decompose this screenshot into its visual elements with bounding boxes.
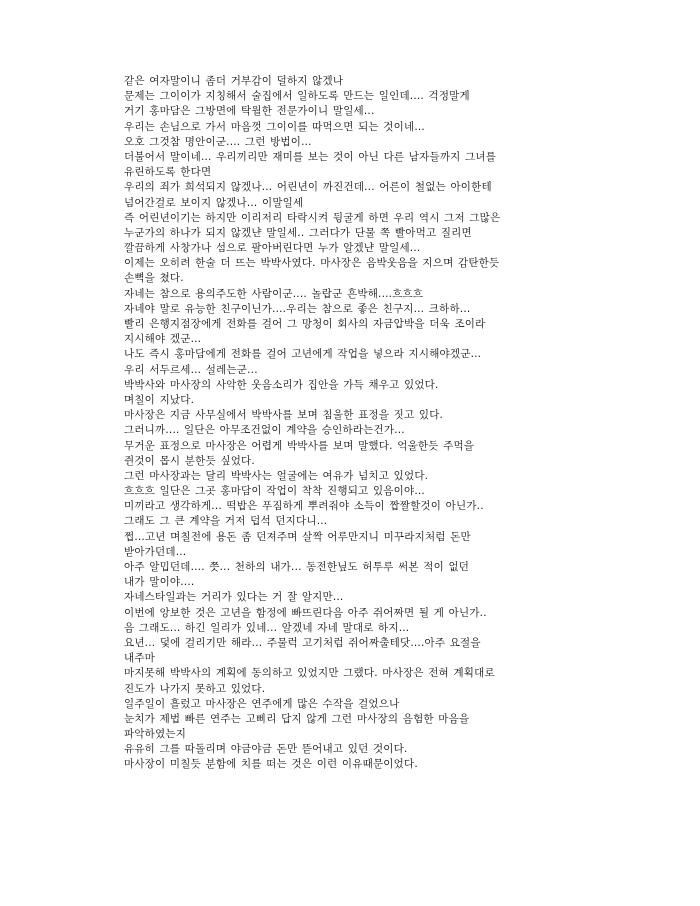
text-line: 자네야 말로 유능한 친구이닌가....우리는 참으로 좋은 친구지... 크하하... (124, 302, 471, 315)
body-text (124, 74, 576, 773)
text-line: 자네스타일과는 거리가 있다는 거 잘 알지만... (124, 591, 344, 604)
text-line: 이번에 앙보한 것은 고년을 함정에 빠뜨린다음 아주 쥐어짜면 될 게 아닌가.. (124, 606, 487, 619)
text-line: 오호 그것참 명안이군.... 그런 방법이... (124, 135, 312, 148)
text-line: 무거운 표정으로 마사장은 어렵게 박박사를 보며 말했다. 억울한듯 주먹을 (124, 439, 475, 452)
text-line: 나도 즉시 홍마담에게 전화를 걸어 고년에게 작업을 넣으라 지시해야겠군... (124, 348, 482, 361)
text-line: 요년... 덫에 걸리기만 해라... 주물럭 고기처럼 쥐어짜출테닷....아주 요절을 (124, 636, 481, 649)
text-line: 마사장이 미칠듯 분함에 치를 떠는 것은 이런 이유때문이었다. (124, 758, 418, 771)
text-line: 빨리 은행지점장에게 전화를 걸어 그 망청이 회사의 자금압박을 더욱 조이라 (124, 318, 486, 330)
text-line: 거기 홍마담은 그방면에 탁월한 전문가이니 말일세... (124, 105, 375, 118)
text-line: 손뼉을 쳤다. (124, 272, 184, 285)
text-line: 미끼라고 생각하게... 떡밥은 푸짐하게 뿌려줘야 소득이 짭짤할것이 아닌가.. (124, 500, 484, 513)
text-line: 유유히 그를 따돌리며 야금야금 돈만 뜯어내고 있던 것이다. (124, 743, 408, 756)
text-line: 눈치가 제법 빠른 연주는 고삐리 답지 않게 그런 마사장의 음험한 마음을 (124, 712, 470, 725)
text-line: 자네는 참으로 용의주도한 사람이군.... 놀랍군 흔박해....흐흐흐 (124, 287, 424, 300)
text-line: 마사장은 지금 사무실에서 박박사를 보며 침울한 표정을 짓고 있다. (124, 409, 444, 422)
text-line: 넘어간걸로 보이지 않겠나... 이말일세 (124, 196, 304, 209)
text-line: 흐흐흐 일단은 그곳 홍마담이 작업이 착착 진행되고 있음이야... (124, 485, 425, 498)
text-line: 유린하도록 한다면 (124, 166, 212, 179)
text-line: 우리의 죄가 희석되지 않겠나... 어린년이 까진건데... 어른이 철없는 아이한테 (124, 181, 492, 194)
text-line: 받아가던데... (124, 545, 187, 558)
text-line: 우리 서두르세... 설레는군... (124, 363, 258, 376)
text-line: 내가 말이야.... (124, 576, 195, 589)
text-line: 문제는 그이이가 지칭해서 술집에서 일하도록 만드는 일인데.... 걱정말게 (124, 90, 470, 103)
text-line: 쩝...고년 며칠전에 용돈 좀 던져주며 살짝 어루만지니 미꾸라지처럼 돈만 (124, 530, 471, 543)
text-line: 내주마 (124, 652, 156, 665)
text-line: 일주일이 흘렀고 마사장은 연주에게 많은 수작을 걸었으나 (124, 697, 400, 710)
text-line: 아주 알밉던데.... 쯧... 천하의 내가... 동전한닢도 허투루 써본 적이 없던 (124, 561, 470, 573)
text-line: 깔끔하게 사창가나 섬으로 팔아버린다면 누가 알겠냔 말일세... (124, 242, 421, 255)
text-line: 같은 여자말이니 좀더 거부감이 덜하지 않겠나 (124, 75, 344, 87)
text-line: 파악하였는지 (124, 728, 187, 741)
text-line: 즉 어린년이기는 하지만 이리저리 타락시켜 뒹굴게 하면 우리 역시 그저 그많은 (124, 211, 501, 224)
text-line: 이제는 오히려 한술 더 뜨는 박박사였다. 마사장은 음박웃음을 지으며 감탄한듯 (124, 257, 500, 270)
text-line: 쥔것이 몹시 분한듯 싶었다. (124, 454, 255, 467)
text-line: 며칠이 지났다. (124, 393, 195, 406)
text-line: 그러니까.... 일단은 아무조건없이 계약을 승인하라는건가... (124, 424, 405, 437)
text-line: 더불어서 말이네... 우리끼리만 재미를 보는 것이 아닌 다른 남자들까지 그녀를 (124, 150, 497, 163)
text-line: 그런 마사장과는 달리 박박사는 얼굴에는 여유가 넘치고 있었다. (124, 469, 429, 482)
text-line: 지시해야 겠군... (124, 333, 202, 346)
text-line: 박박사와 마사장의 사악한 웃음소리가 집안을 가득 채우고 있었다. (124, 378, 439, 391)
text-line: 누군가의 하나가 되지 않겠냔 말일세.. 그러다가 단물 쪽 빨아먹고 질리면 (124, 226, 472, 239)
text-line: 마지못해 박박사의 계획에 동의하고 있었지만 그랬다. 마사장은 전혀 계획대로 (124, 667, 495, 680)
text-line: 음 그래도... 하긴 일리가 있네... 알겠네 자네 말대로 하지... (124, 621, 410, 634)
text-line: 우리는 손님으로 가서 마음껏 그이이를 따먹으면 되는 것이네... (124, 120, 425, 133)
text-line: 그래도 그 큰 계약을 거저 덥석 던지다니... (124, 515, 328, 528)
text-line: 진도가 나가지 못하고 있었다. (124, 682, 266, 695)
